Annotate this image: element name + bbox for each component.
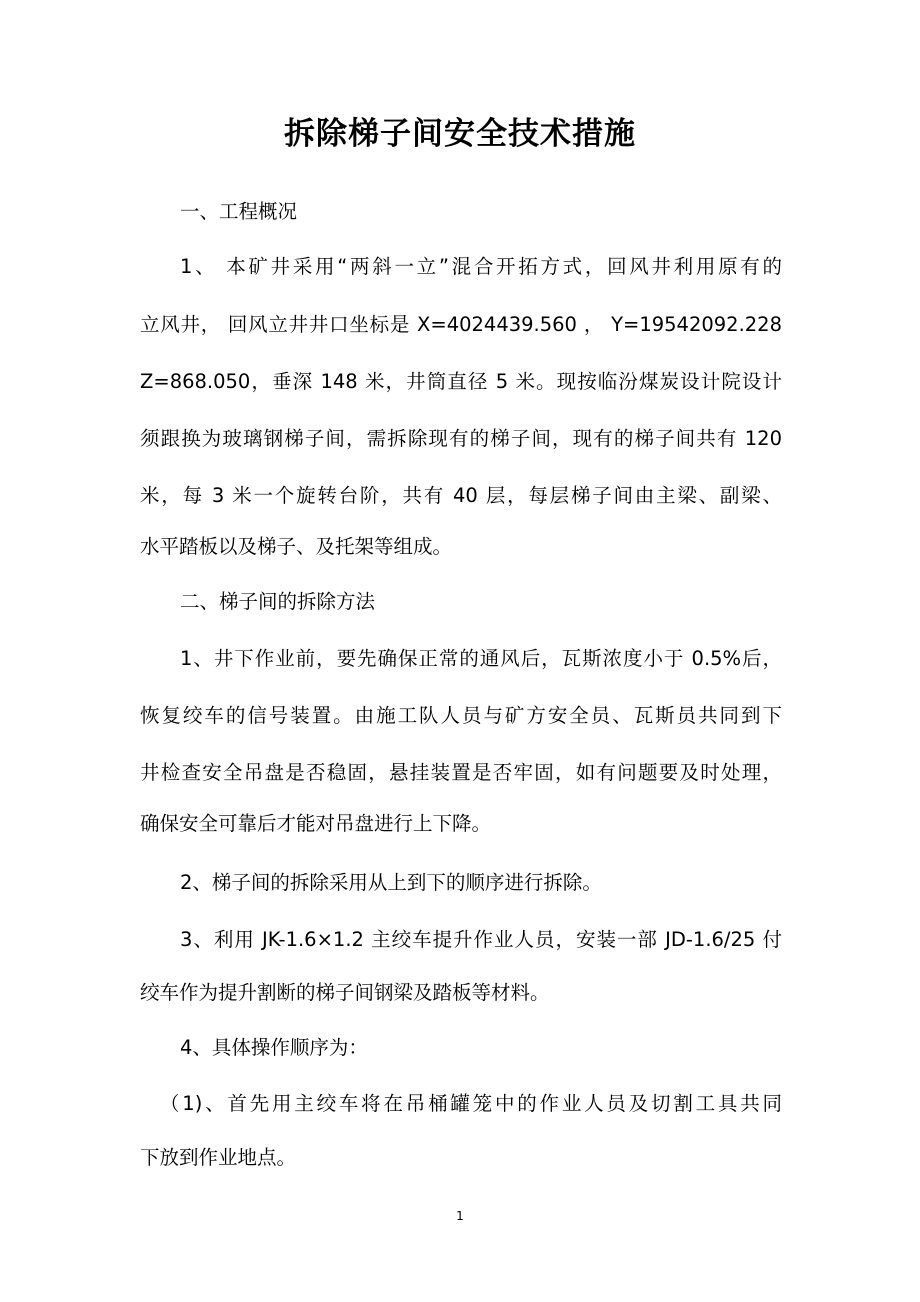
paragraph-line: 确保安全可靠后才能对吊盘进行上下降。 bbox=[140, 812, 492, 835]
paragraph-line: 米，每 3 米一个旋转台阶，共有 40 层，每层梯子间由主梁、副梁、 bbox=[140, 484, 782, 507]
page-number: 1 bbox=[456, 1209, 464, 1223]
paragraph-line: 1、井下作业前，要先确保正常的通风后，瓦斯浓度小于 0.5%后， bbox=[180, 647, 782, 670]
section-heading-overview: 一、工程概况 bbox=[180, 200, 298, 223]
paragraph-line: 1、 本矿井采用“两斜一立”混合开拓方式，回风井利用原有的 bbox=[180, 255, 782, 278]
paragraph-line: 下放到作业地点。 bbox=[140, 1146, 297, 1169]
paragraph-line: （1)、首先用主绞车将在吊桶罐笼中的作业人员及切割工具共同 bbox=[160, 1092, 782, 1115]
paragraph-line: 立风井， 回风立井井口坐标是 X=4024439.560 ， Y=19542092.228 bbox=[140, 313, 782, 336]
paragraph-line: 2、梯子间的拆除采用从上到下的顺序进行拆除。 bbox=[180, 871, 602, 894]
paragraph-line: 须跟换为玻璃钢梯子间，需拆除现有的梯子间，现有的梯子间共有 120 bbox=[140, 427, 782, 450]
paragraph-line: 绞车作为提升割断的梯子间钢梁及踏板等材料。 bbox=[140, 981, 550, 1004]
paragraph-line: 4、具体操作顺序为： bbox=[180, 1036, 368, 1059]
paragraph-line: 水平踏板以及梯子、及托架等组成。 bbox=[140, 535, 453, 558]
paragraph-line: 井检查安全吊盘是否稳固，悬挂装置是否牢固，如有问题要及时处理， bbox=[140, 761, 782, 784]
section-heading-method: 二、梯子间的拆除方法 bbox=[180, 590, 376, 613]
paragraph-line: 3、利用 JK-1.6×1.2 主绞车提升作业人员，安装一部 JD-1.6/25 付 bbox=[180, 928, 782, 951]
paragraph-line: Z=868.050，垂深 148 米，井筒直径 5 米。现按临汾煤炭设计院设计 bbox=[140, 370, 782, 393]
paragraph-line: 恢复绞车的信号装置。由施工队人员与矿方安全员、瓦斯员共同到下 bbox=[140, 704, 782, 727]
document-title: 拆除梯子间安全技术措施 bbox=[284, 116, 636, 152]
